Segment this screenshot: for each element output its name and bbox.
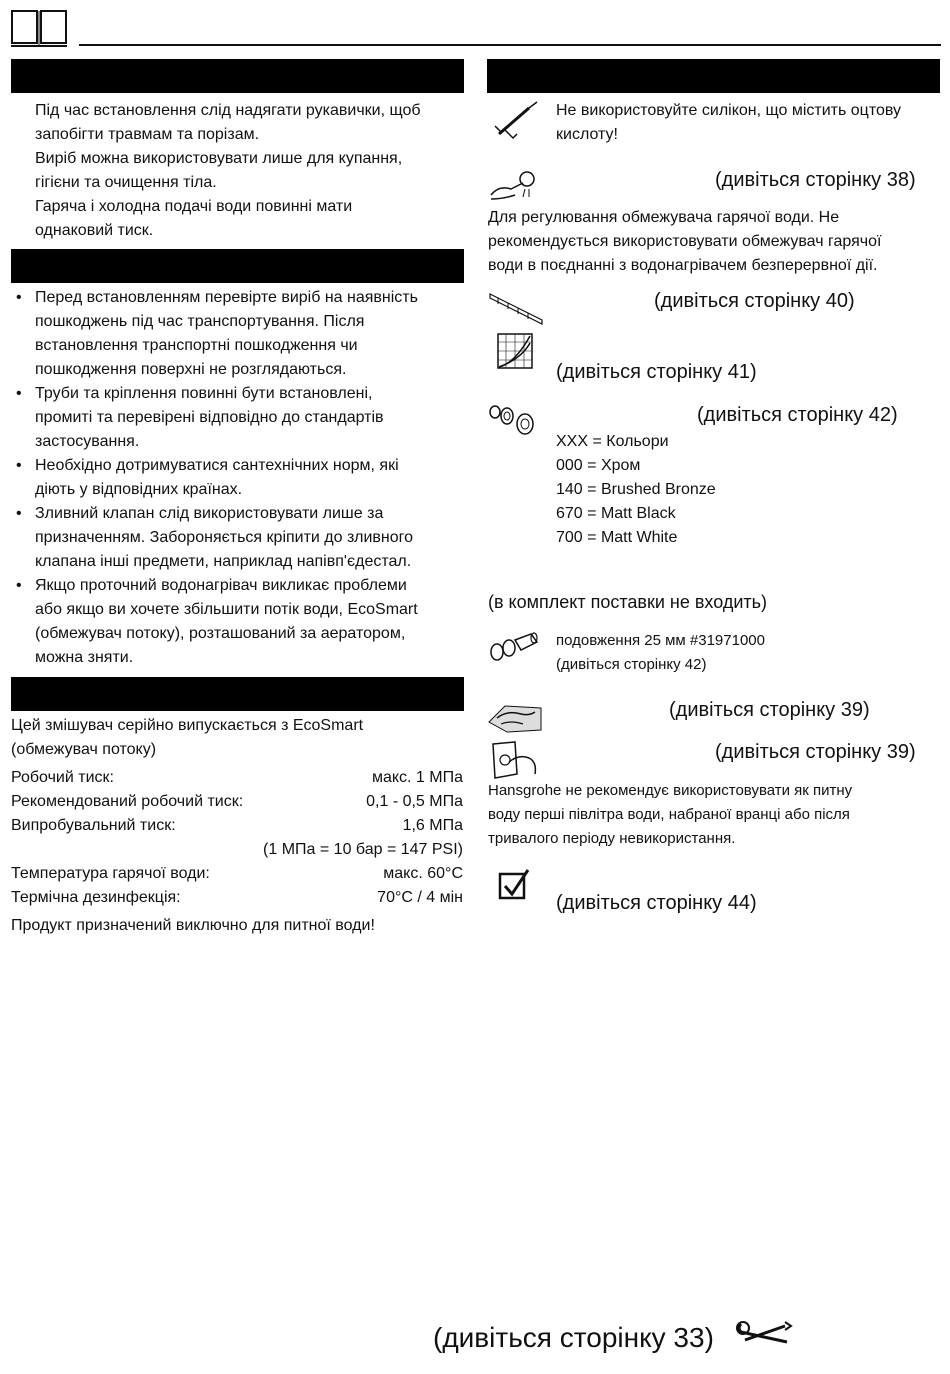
tech-intro-line: (обмежувач потоку) xyxy=(11,741,157,758)
not-included-note: (в комплект поставки не входить) xyxy=(488,592,768,612)
safety-line: Під час встановлення слід надягати рукавички, щоб xyxy=(35,102,421,119)
drinking-water-note: Продукт призначений виключно для питної води! xyxy=(11,917,375,934)
safety-line: Гаряча і холодна подачі води повинні мати xyxy=(35,198,353,215)
spec-row: Температура гарячої води: макс. 60°C xyxy=(11,865,463,882)
hand-button-icon xyxy=(489,740,539,780)
section-bar-install xyxy=(11,249,464,283)
page-ref-39b: (дивіться сторінку 39) xyxy=(715,741,916,763)
checklist-icon xyxy=(497,868,531,902)
hansgrohe-note-line: Hansgrohe не рекомендує використовувати як питну xyxy=(488,782,853,799)
header-rule xyxy=(79,44,941,46)
tech-intro-line: Цей змішувач серійно випускається з EcoSmart xyxy=(11,717,364,734)
page-ref-41: (дивіться сторінку 41) xyxy=(556,361,757,383)
spec-row: (1 МПа = 10 бар = 147 PSI) xyxy=(263,841,463,858)
spec-row: Термічна дезинфекція: 70°C / 4 мін xyxy=(11,889,463,906)
section-bar-right xyxy=(487,59,940,93)
safety-line: Виріб можна використовувати лише для купання, xyxy=(35,150,403,167)
spare-parts-icon xyxy=(487,402,543,438)
color-item: 140 = Brushed Bronze xyxy=(556,481,716,498)
spec-row: Робочий тиск: макс. 1 МПа xyxy=(11,769,463,786)
page-ref-42: (дивіться сторінку 42) xyxy=(697,404,898,426)
hot-limiter-line: рекомендується використовувати обмежувач гарячої xyxy=(488,233,882,250)
extension-line: (дивіться сторінку 42) xyxy=(556,656,707,673)
list-item: • Зливний клапан слід використовувати лише за призначенням. Забороняється кріпити до зливного клапана інші предмети, наприклад напівп'єдестал. xyxy=(14,502,418,574)
hansgrohe-note-line: тривалого періоду невикористання. xyxy=(488,830,736,847)
cleaning-hand-icon xyxy=(487,700,543,736)
extension-icon xyxy=(487,630,543,666)
color-item: XXX = Кольори xyxy=(556,433,669,450)
flow-diagram-icon xyxy=(497,333,533,369)
ruler-icon xyxy=(488,290,544,326)
book-icon xyxy=(11,10,67,48)
section-bar-tech xyxy=(11,677,464,711)
list-item: • Необхідно дотримуватися сантехнічних норм, які діють у відповідних країнах. xyxy=(14,454,418,502)
safety-line: гігієни та очищення тіла. xyxy=(35,174,217,191)
spec-row: Рекомендований робочий тиск: 0,1 - 0,5 МПа xyxy=(11,793,463,810)
silicone-warning-line: кислоту! xyxy=(556,126,618,143)
safety-line: однаковий тиск. xyxy=(35,222,154,239)
spec-row: Випробувальний тиск: 1,6 МПа xyxy=(11,817,463,834)
page-ref-38: (дивіться сторінку 38) xyxy=(715,169,916,191)
hot-limiter-line: Для регулювання обмежувача гарячої води. Не xyxy=(488,209,840,226)
page-ref-33: (дивіться сторінку 33) xyxy=(433,1322,714,1353)
hot-limiter-line: води в поєднанні з водонагрівачем безперервної дії. xyxy=(488,257,878,274)
silicone-gun-icon xyxy=(491,100,541,140)
wrench-icon xyxy=(735,1318,795,1348)
install-notes-list xyxy=(14,286,418,670)
page-ref-40: (дивіться сторінку 40) xyxy=(654,290,855,312)
extension-line: подовження 25 мм #31971000 xyxy=(556,632,765,649)
page-ref-39a: (дивіться сторінку 39) xyxy=(669,699,870,721)
hansgrohe-note-line: воду перші півлітра води, набраної вранці або після xyxy=(488,806,850,823)
list-item: • Якщо проточний водонагрівач викликає проблеми або якщо ви хочете збільшити потік води, EcoSmart (обмежувач потоку), розташований за аератором, можна зняти. xyxy=(14,574,418,670)
color-item: 000 = Хром xyxy=(556,457,641,474)
list-item: • Перед встановленням перевірте виріб на наявність пошкоджень під час транспортування. Після встановлення транспортні пошкодження чи пошкодження поверхні не розглядаються. xyxy=(14,286,418,382)
color-item: 700 = Matt White xyxy=(556,529,678,546)
page-ref-44: (дивіться сторінку 44) xyxy=(556,892,757,914)
section-bar-safety xyxy=(11,59,464,93)
safety-line: запобігти травмам та порізам. xyxy=(35,126,260,143)
silicone-warning-line: Не використовуйте силікон, що містить оцтову xyxy=(556,102,902,119)
color-item: 670 = Matt Black xyxy=(556,505,676,522)
list-item: • Труби та кріплення повинні бути встановлені, промиті та перевірені відповідно до стандартів застосування. xyxy=(14,382,418,454)
hand-shower-icon xyxy=(489,165,539,205)
